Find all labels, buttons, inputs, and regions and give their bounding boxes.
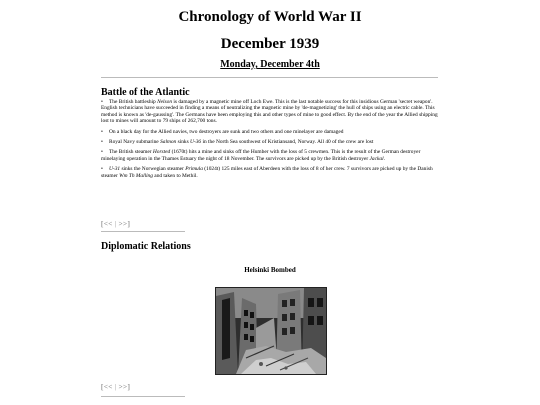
nav-prev-icon[interactable]: << bbox=[103, 382, 113, 391]
ship-name: Wm Th Malling bbox=[119, 172, 153, 179]
nav-bar bbox=[101, 219, 130, 228]
list-item: • The British battleship Nelson is damaged by a magnetic mine off Loch Ewe. This is the last notable success for this insidious German 'secret weapon'. English technicians have succeeded in finding a means of neutralizing the magnetic mine by 'de-magnetizing' the hull of ships using an electric cable. This method is known as 'de-gaussing'. The Germans have been employing this and other types of mine to good effect. By the end of the year the Allied shipping lost to mines will amount to 79 ships of 262,700 tons. bbox=[101, 99, 438, 125]
ship-name: Horsted bbox=[152, 149, 171, 156]
photo-image bbox=[216, 288, 326, 374]
list-item: • On a black day for the Allied navies, two destroyers are sunk and two others and one minelayer are damaged bbox=[101, 128, 344, 135]
section-heading-diplomatic: Diplomatic Relations bbox=[101, 241, 191, 252]
bullet-icon: • bbox=[101, 166, 103, 173]
section-content-battle bbox=[101, 99, 441, 183]
nav-next-icon[interactable]: >> bbox=[118, 382, 128, 391]
nav-first-link[interactable]: [ bbox=[101, 219, 104, 228]
day-link[interactable]: Monday, December 4th bbox=[220, 59, 320, 70]
divider bbox=[101, 231, 185, 232]
nav-last-link[interactable]: ] bbox=[127, 219, 131, 228]
bullet-icon: • bbox=[101, 128, 103, 135]
page-subtitle: December 1939 bbox=[220, 36, 320, 52]
divider bbox=[101, 77, 438, 78]
ship-name: Nelson bbox=[157, 99, 173, 105]
nav-first-link[interactable]: [ bbox=[101, 382, 104, 391]
nav-prev-icon[interactable]: << bbox=[103, 219, 113, 228]
page-title: Chronology of World War II bbox=[178, 9, 362, 25]
nav-next-icon[interactable]: >> bbox=[118, 219, 128, 228]
list-item: • Royal Navy submarine Salmon sinks U-36 in the North Sea southwest of Kristiansand, Norway. All 40 of the crew are lost bbox=[101, 139, 374, 146]
ship-name: Primula bbox=[185, 166, 203, 173]
bullet-icon: • bbox=[101, 139, 103, 146]
divider bbox=[101, 396, 185, 397]
helsinki-bombing-photo bbox=[215, 287, 327, 375]
nav-bar-bottom bbox=[101, 382, 130, 391]
list-item: • The British steamer Horsted (1670t) hits a mine and sinks off the Humber with the loss of 5 crewmen. This is the result of the German destroyer minelaying operation in the Thames Estuary the night of 18 November. The survivors are picked up by the British destroyer Jackal. bbox=[101, 149, 421, 162]
bullet-icon: • bbox=[101, 149, 103, 156]
nav-last-link[interactable]: ] bbox=[127, 382, 131, 391]
ship-name: U-36 bbox=[190, 139, 202, 146]
bullet-icon: • bbox=[101, 99, 103, 105]
ship-name: U-31 bbox=[109, 166, 121, 173]
nav-separator: | bbox=[114, 219, 117, 228]
ship-name: Salmon bbox=[160, 139, 177, 146]
list-item: • U-31 sinks the Norwegian steamer Primula (1024t) 125 miles east of Aberdeen with the loss of 8 of her crew. 7 survivors are picked up by the Danish steamer Wm Th Malling and taken to Methil. bbox=[101, 166, 433, 179]
section-heading-battle: Battle of the Atlantic bbox=[101, 87, 190, 98]
ship-name: Jackal bbox=[369, 155, 384, 162]
photo-caption: Helsinki Bombed bbox=[244, 266, 296, 274]
nav-separator: | bbox=[114, 382, 117, 391]
